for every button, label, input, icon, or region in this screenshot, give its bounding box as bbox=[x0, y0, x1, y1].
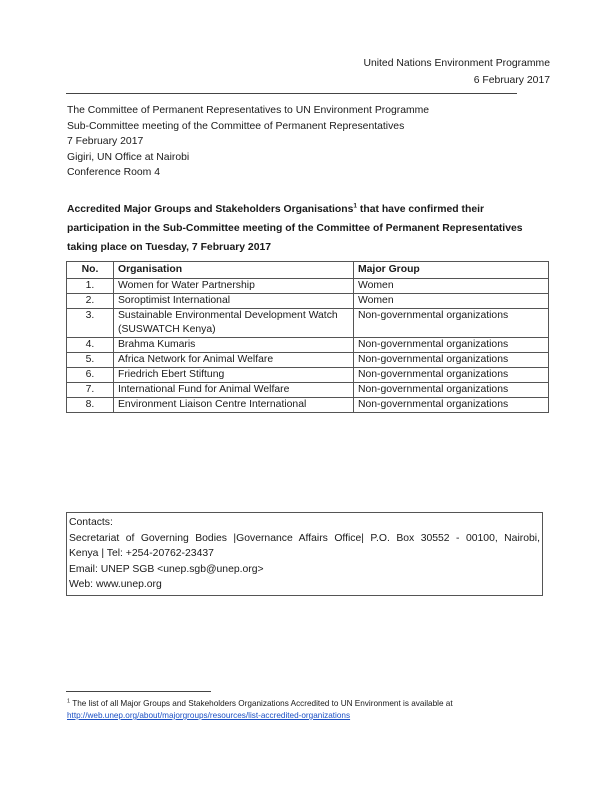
row-major-group: Non-governmental organizations bbox=[354, 383, 549, 398]
row-organisation: Friedrich Ebert Stiftung bbox=[114, 368, 354, 383]
row-major-group: Non-governmental organizations bbox=[354, 368, 549, 383]
contacts-title: Contacts: bbox=[69, 517, 113, 528]
column-header-organisation: Organisation bbox=[114, 262, 354, 279]
row-major-group: Non-governmental organizations bbox=[354, 309, 549, 338]
meeting-line: 7 February 2017 bbox=[67, 136, 144, 148]
table-row bbox=[67, 368, 549, 383]
footnote-text: The list of all Major Groups and Stakeholders Organizations Accredited to UN Environment is available at bbox=[70, 699, 453, 708]
contacts-web[interactable]: Web: www.unep.org bbox=[69, 579, 162, 591]
meeting-line: Sub-Committee meeting of the Committee of Permanent Representatives bbox=[67, 120, 405, 132]
contacts-box bbox=[66, 512, 543, 596]
header-divider bbox=[66, 93, 517, 94]
row-number: 3. bbox=[67, 309, 114, 338]
heading-text-end: that have confirmed their participation in the Sub-Committee meeting of the Committee of Permanent Representatives taking place on Tuesday, 7 February 2017 bbox=[67, 204, 523, 253]
row-number: 2. bbox=[67, 294, 114, 309]
table-row bbox=[67, 294, 549, 309]
table-row bbox=[67, 338, 549, 353]
row-major-group: Women bbox=[354, 294, 549, 309]
row-major-group: Women bbox=[354, 279, 549, 294]
row-number: 6. bbox=[67, 368, 114, 383]
table-row bbox=[67, 279, 549, 294]
table-row bbox=[67, 309, 549, 338]
footnote-reference[interactable]: 1 bbox=[353, 202, 358, 210]
row-organisation: Women for Water Partnership bbox=[114, 279, 354, 294]
table-row bbox=[67, 353, 549, 368]
row-organisation: Soroptimist International bbox=[114, 294, 354, 309]
footnote-mark: 1 bbox=[67, 698, 71, 705]
row-major-group: Non-governmental organizations bbox=[354, 353, 549, 368]
row-number: 1. bbox=[67, 279, 114, 294]
section-heading bbox=[67, 200, 547, 257]
organisations-table bbox=[66, 261, 549, 413]
row-organisation: Brahma Kumaris bbox=[114, 338, 354, 353]
table-row bbox=[67, 383, 549, 398]
row-major-group: Non-governmental organizations bbox=[354, 398, 549, 413]
row-organisation: International Fund for Animal Welfare bbox=[114, 383, 354, 398]
meeting-line: The Committee of Permanent Representatives to UN Environment Programme bbox=[67, 105, 430, 116]
meeting-line: Gigiri, UN Office at Nairobi bbox=[67, 151, 190, 163]
row-organisation: Sustainable Environmental Development Watch (SUSWATCH Kenya) bbox=[114, 309, 354, 338]
header-organization: United Nations Environment Programme bbox=[363, 58, 550, 69]
meeting-line: Conference Room 4 bbox=[67, 167, 160, 179]
row-number: 8. bbox=[67, 398, 114, 413]
row-major-group: Non-governmental organizations bbox=[354, 338, 549, 353]
table-header-row bbox=[67, 262, 549, 279]
row-organisation: Environment Liaison Centre International bbox=[114, 398, 354, 413]
footnote-link[interactable]: http://web.unep.org/about/majorgroups/resources/list-accredited-organizations bbox=[67, 711, 351, 720]
meeting-details bbox=[67, 103, 429, 181]
footnote-divider bbox=[66, 691, 211, 692]
row-number: 7. bbox=[67, 383, 114, 398]
column-header-major-group: Major Group bbox=[354, 262, 549, 279]
contacts-address-line: Secretariat of Governing Bodies |Governance Affairs Office| P.O. Box 30552 - 00100, Nairobi, bbox=[69, 532, 540, 544]
row-organisation: Africa Network for Animal Welfare bbox=[114, 353, 354, 368]
column-header-no: No. bbox=[67, 262, 114, 279]
row-number: 4. bbox=[67, 338, 114, 353]
footnote bbox=[67, 698, 537, 722]
document-header bbox=[363, 55, 550, 89]
row-number: 5. bbox=[67, 353, 114, 368]
heading-text-start: Accredited Major Groups and Stakeholders Organisations bbox=[67, 204, 354, 215]
contacts-address-line: Kenya | Tel: +254-20762-23437 bbox=[69, 548, 214, 560]
table-row bbox=[67, 398, 549, 413]
contacts-email[interactable]: Email: UNEP SGB <unep.sgb@unep.org> bbox=[69, 563, 264, 575]
header-date: 6 February 2017 bbox=[473, 75, 550, 86]
